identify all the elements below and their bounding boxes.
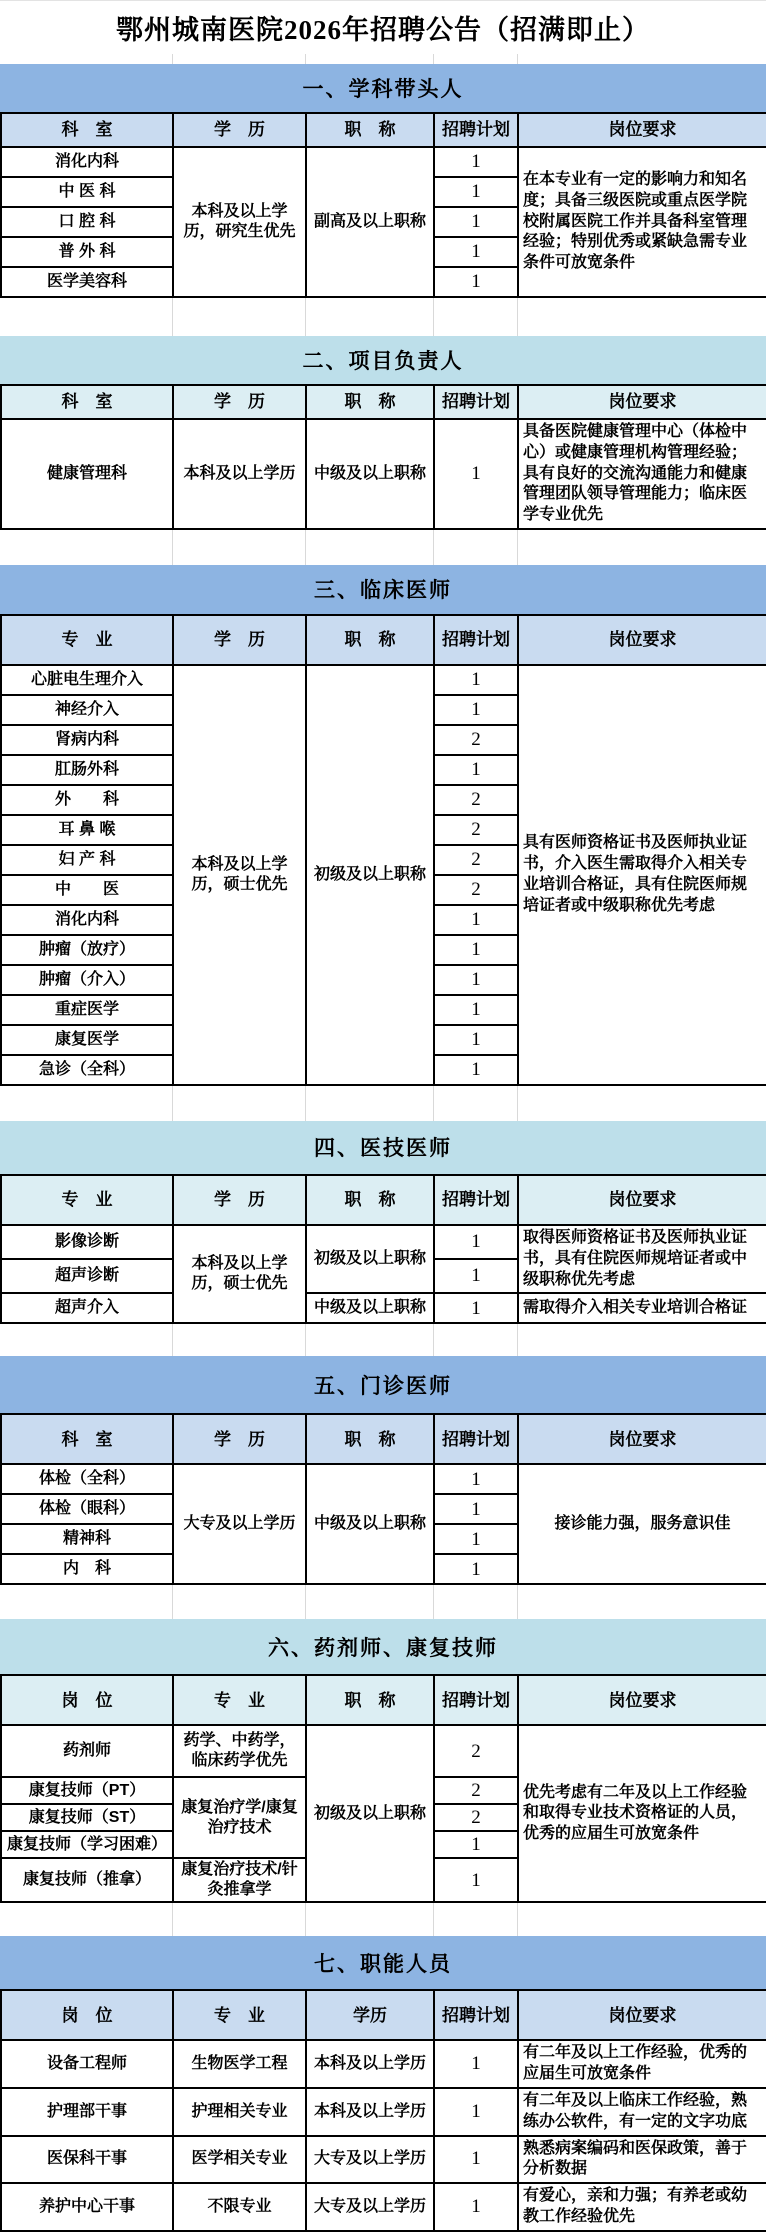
- section-table: [0, 1989, 766, 2231]
- cell-title: 中级及以上职称: [306, 419, 434, 529]
- cell-major: 医学相关专业: [173, 2136, 306, 2184]
- cell-count: 1: [434, 147, 518, 177]
- section-heading: 七、职能人员: [0, 1936, 766, 1989]
- column-header-count: 招聘计划: [434, 113, 518, 147]
- cell-requirements: 在本专业有一定的影响力和知名度；具备三级医院或重点医学院校附属医院工作并具备科室管理经验；特别优秀或紧缺急需专业条件可放宽条件: [518, 147, 766, 297]
- cell-education: 本科及以上学历，研究生优先: [173, 147, 306, 297]
- cell-requirements: 熟悉病案编码和医保政策，善于分析数据: [518, 2136, 766, 2184]
- section-heading: 三、临床医师: [0, 565, 766, 614]
- spreadsheet-gridline: [517, 530, 518, 565]
- cell-count: 1: [434, 935, 518, 965]
- cell-count: 1: [434, 2136, 518, 2184]
- spreadsheet-gridline: [172, 1324, 173, 1356]
- column-header-title: 职 称: [306, 1675, 434, 1725]
- cell-major: 药学、中药学，临床药学优先: [173, 1725, 306, 1777]
- spreadsheet-gridline: [433, 54, 434, 64]
- spreadsheet-gridline: [305, 54, 306, 64]
- cell-title: 中级及以上职称: [306, 1293, 434, 1323]
- cell-count: 1: [434, 1831, 518, 1858]
- cell-requirements: 有二年及以上工作经验，优秀的应届生可放宽条件: [518, 2040, 766, 2088]
- cell-dept: 内 科: [1, 1554, 173, 1584]
- header-row: [1, 1175, 766, 1225]
- spreadsheet-gridline: [517, 1903, 518, 1936]
- cell-education: 本科及以上学历: [306, 2040, 434, 2088]
- section-table: [0, 1413, 766, 1585]
- header-row: [1, 1990, 766, 2040]
- spreadsheet-gridline: [172, 530, 173, 565]
- spreadsheet-gridline: [172, 1585, 173, 1619]
- table-row: [1, 419, 766, 529]
- cell-count: 1: [434, 1554, 518, 1584]
- cell-count: 1: [434, 1524, 518, 1554]
- spreadsheet-gridline: [433, 1086, 434, 1121]
- section-gap: [0, 1903, 766, 1936]
- spreadsheet-gridline: [305, 1324, 306, 1356]
- spreadsheet-gridline: [305, 1086, 306, 1121]
- spreadsheet-gridline: [433, 530, 434, 565]
- column-header-education: 学 历: [173, 1175, 306, 1225]
- cell-count: 2: [434, 875, 518, 905]
- cell-major: 不限专业: [173, 2183, 306, 2231]
- cell-count: 2: [434, 815, 518, 845]
- recruitment-sections: [0, 54, 766, 2232]
- cell-requirements: 有爱心，亲和力强；有养老或幼教工作经验优先: [518, 2183, 766, 2231]
- cell-specialty: 急诊（全科）: [1, 1055, 173, 1085]
- cell-title: 初级及以上职称: [306, 1725, 434, 1902]
- cell-dept: 中 医 科: [1, 177, 173, 207]
- section-table: [0, 1674, 766, 1903]
- spreadsheet-gridline: [433, 1903, 434, 1936]
- cell-post: 养护中心干事: [1, 2183, 173, 2231]
- column-header-count: 招聘计划: [434, 1675, 518, 1725]
- cell-count: 1: [434, 1025, 518, 1055]
- cell-dept: 消化内科: [1, 147, 173, 177]
- column-header-education: 学 历: [173, 1414, 306, 1464]
- cell-count: 1: [434, 2088, 518, 2136]
- column-header-title: 职 称: [306, 1414, 434, 1464]
- cell-specialty: 超声介入: [1, 1293, 173, 1323]
- cell-dept: 体检（眼科）: [1, 1494, 173, 1524]
- cell-count: 2: [434, 845, 518, 875]
- column-header-count: 招聘计划: [434, 1175, 518, 1225]
- column-header-count: 招聘计划: [434, 1414, 518, 1464]
- spreadsheet-gridline: [433, 1585, 434, 1619]
- cell-count: 2: [434, 1777, 518, 1804]
- cell-count: 1: [434, 1464, 518, 1494]
- column-header-title: 职 称: [306, 1175, 434, 1225]
- cell-count: 1: [434, 1259, 518, 1293]
- cell-specialty: 耳 鼻 喉: [1, 815, 173, 845]
- cell-specialty: 肿瘤（介入）: [1, 965, 173, 995]
- cell-count: 1: [434, 237, 518, 267]
- cell-dept: 健康管理科: [1, 419, 173, 529]
- section-heading: 六、药剂师、康复技师: [0, 1619, 766, 1674]
- column-header-major: 专 业: [173, 1990, 306, 2040]
- cell-education: 本科及以上学历，硕士优先: [173, 665, 306, 1085]
- cell-count: 1: [434, 1494, 518, 1524]
- cell-specialty: 中 医: [1, 875, 173, 905]
- cell-dept: 口 腔 科: [1, 207, 173, 237]
- cell-major: 生物医学工程: [173, 2040, 306, 2088]
- cell-education: 大专及以上学历: [306, 2183, 434, 2231]
- cell-specialty: 肛肠外科: [1, 755, 173, 785]
- section-heading: 一、学科带头人: [0, 64, 766, 112]
- cell-count: 1: [434, 2183, 518, 2231]
- cell-requirements: 需取得介入相关专业培训合格证: [518, 1293, 766, 1323]
- cell-specialty: 心脏电生理介入: [1, 665, 173, 695]
- cell-requirements: 具有医师资格证书及医师执业证书，介入医生需取得介入相关专业培训合格证，具有住院医师规培证者或中级职称优先考虑: [518, 665, 766, 1085]
- cell-count: 2: [434, 725, 518, 755]
- cell-post: 药剂师: [1, 1725, 173, 1777]
- cell-education: 大专及以上学历: [306, 2136, 434, 2184]
- spreadsheet-gridline: [517, 1324, 518, 1356]
- section-heading: 四、医技医师: [0, 1121, 766, 1174]
- column-header-count: 招聘计划: [434, 1990, 518, 2040]
- column-header-requirements: 岗位要求: [518, 1414, 766, 1464]
- column-header-title: 职 称: [306, 615, 434, 665]
- cell-requirements: 接诊能力强，服务意识佳: [518, 1464, 766, 1584]
- column-header-count: 招聘计划: [434, 385, 518, 419]
- cell-specialty: 康复医学: [1, 1025, 173, 1055]
- cell-count: 2: [434, 1804, 518, 1831]
- column-header-requirements: 岗位要求: [518, 113, 766, 147]
- cell-specialty: 消化内科: [1, 905, 173, 935]
- spreadsheet-gridline: [433, 298, 434, 336]
- table-row: [1, 2088, 766, 2136]
- spreadsheet-gridline: [517, 1086, 518, 1121]
- cell-dept: 医学美容科: [1, 267, 173, 297]
- spreadsheet-gridline: [172, 298, 173, 336]
- cell-post: 康复技师（PT）: [1, 1777, 173, 1804]
- cell-count: 1: [434, 695, 518, 725]
- column-header-specialty: 专 业: [1, 615, 173, 665]
- page-title: 鄂州城南医院2026年招聘公告（招满即止）: [0, 0, 766, 54]
- header-row: [1, 1675, 766, 1725]
- header-row: [1, 615, 766, 665]
- column-header-post: 岗 位: [1, 1675, 173, 1725]
- table-row: [1, 1464, 766, 1494]
- cell-title: 初级及以上职称: [306, 665, 434, 1085]
- spreadsheet-gridline: [305, 1903, 306, 1936]
- column-header-dept: 科 室: [1, 1414, 173, 1464]
- cell-specialty: 神经介入: [1, 695, 173, 725]
- spreadsheet-gridline: [517, 1585, 518, 1619]
- table-row: [1, 1225, 766, 1259]
- column-header-education: 学 历: [173, 615, 306, 665]
- cell-count: 2: [434, 785, 518, 815]
- column-header-requirements: 岗位要求: [518, 1675, 766, 1725]
- column-header-education: 学 历: [173, 385, 306, 419]
- cell-post: 医保科干事: [1, 2136, 173, 2184]
- cell-specialty: 妇 产 科: [1, 845, 173, 875]
- cell-post: 康复技师（学习困难）: [1, 1831, 173, 1858]
- column-header-specialty: 专 业: [1, 1175, 173, 1225]
- cell-dept: 精神科: [1, 1524, 173, 1554]
- spreadsheet-gridline: [172, 54, 173, 64]
- cell-title: 初级及以上职称: [306, 1225, 434, 1293]
- cell-education: 本科及以上学历: [306, 2088, 434, 2136]
- cell-specialty: 影像诊断: [1, 1225, 173, 1259]
- table-row: [1, 2040, 766, 2088]
- cell-count: 2: [434, 1725, 518, 1777]
- column-header-requirements: 岗位要求: [518, 385, 766, 419]
- table-row: [1, 665, 766, 695]
- cell-requirements: 具备医院健康管理中心（体检中心）或健康管理机构管理经验；具有良好的交流沟通能力和健康管理团队领导管理能力；临床医学专业优先: [518, 419, 766, 529]
- cell-count: 1: [434, 419, 518, 529]
- cell-specialty: 超声诊断: [1, 1259, 173, 1293]
- header-row: [1, 113, 766, 147]
- spreadsheet-gridline: [305, 530, 306, 565]
- spreadsheet-gridline: [517, 298, 518, 336]
- column-header-post: 岗 位: [1, 1990, 173, 2040]
- cell-specialty: 重症医学: [1, 995, 173, 1025]
- cell-education: 本科及以上学历，硕士优先: [173, 1225, 306, 1323]
- cell-count: 1: [434, 2040, 518, 2088]
- table-row: [1, 147, 766, 177]
- cell-count: 1: [434, 207, 518, 237]
- section-gap: [0, 1324, 766, 1356]
- spreadsheet-gridline: [305, 298, 306, 336]
- spreadsheet-gridline: [517, 54, 518, 64]
- column-header-major: 专 业: [173, 1675, 306, 1725]
- cell-count: 1: [434, 1858, 518, 1902]
- column-header-title: 职 称: [306, 385, 434, 419]
- cell-title: 副高及以上职称: [306, 147, 434, 297]
- cell-major: 护理相关专业: [173, 2088, 306, 2136]
- cell-post: 康复技师（ST）: [1, 1804, 173, 1831]
- column-header-education: 学 历: [173, 113, 306, 147]
- cell-requirements: 优先考虑有二年及以上工作经验和取得专业技术资格证的人员，优秀的应届生可放宽条件: [518, 1725, 766, 1902]
- column-header-requirements: 岗位要求: [518, 1990, 766, 2040]
- cell-title: 中级及以上职称: [306, 1464, 434, 1584]
- cell-post: 护理部干事: [1, 2088, 173, 2136]
- column-header-dept: 科 室: [1, 113, 173, 147]
- section-gap: [0, 298, 766, 336]
- column-header-dept: 科 室: [1, 385, 173, 419]
- cell-count: 1: [434, 905, 518, 935]
- cell-count: 1: [434, 1293, 518, 1323]
- header-row: [1, 1414, 766, 1464]
- cell-count: 1: [434, 965, 518, 995]
- cell-count: 1: [434, 665, 518, 695]
- section-heading: 五、门诊医师: [0, 1356, 766, 1413]
- cell-count: 1: [434, 1055, 518, 1085]
- cell-count: 1: [434, 1225, 518, 1259]
- column-header-title: 职 称: [306, 113, 434, 147]
- section-heading: 二、项目负责人: [0, 336, 766, 384]
- cell-education: 大专及以上学历: [173, 1464, 306, 1584]
- section-table: [0, 614, 766, 1086]
- cell-post: 康复技师（推拿）: [1, 1858, 173, 1902]
- section-table: [0, 1174, 766, 1324]
- cell-count: 1: [434, 995, 518, 1025]
- spreadsheet-gridline: [172, 1903, 173, 1936]
- column-header-requirements: 岗位要求: [518, 615, 766, 665]
- cell-specialty: 肾病内科: [1, 725, 173, 755]
- cell-count: 1: [434, 177, 518, 207]
- cell-specialty: 肿瘤（放疗）: [1, 935, 173, 965]
- cell-count: 1: [434, 755, 518, 785]
- header-row: [1, 385, 766, 419]
- cell-education: 本科及以上学历: [173, 419, 306, 529]
- section-table: [0, 112, 766, 298]
- cell-requirements: 取得医师资格证书及医师执业证书，具有住院医师规培证者或中级职称优先考虑: [518, 1225, 766, 1293]
- cell-major: 康复治疗学/康复治疗技术: [173, 1777, 306, 1858]
- table-row: [1, 1725, 766, 1777]
- section-gap: [0, 1086, 766, 1121]
- spreadsheet-gridline: [433, 1324, 434, 1356]
- spreadsheet-gridline: [305, 1585, 306, 1619]
- cell-dept: 体检（全科）: [1, 1464, 173, 1494]
- table-row: [1, 1293, 766, 1323]
- section-table: [0, 384, 766, 530]
- cell-post: 设备工程师: [1, 2040, 173, 2088]
- cell-specialty: 外 科: [1, 785, 173, 815]
- cell-count: 1: [434, 267, 518, 297]
- table-row: [1, 2183, 766, 2231]
- spreadsheet-gridline: [172, 1086, 173, 1121]
- cell-dept: 普 外 科: [1, 237, 173, 267]
- cell-major: 康复治疗技术/针灸推拿学: [173, 1858, 306, 1902]
- cell-requirements: 有二年及以上临床工作经验，熟练办公软件，有一定的文字功底: [518, 2088, 766, 2136]
- table-row: [1, 2136, 766, 2184]
- column-header-requirements: 岗位要求: [518, 1175, 766, 1225]
- column-header-count: 招聘计划: [434, 615, 518, 665]
- section-gap: [0, 1585, 766, 1619]
- section-gap: [0, 54, 766, 64]
- column-header-education: 学历: [306, 1990, 434, 2040]
- section-gap: [0, 530, 766, 565]
